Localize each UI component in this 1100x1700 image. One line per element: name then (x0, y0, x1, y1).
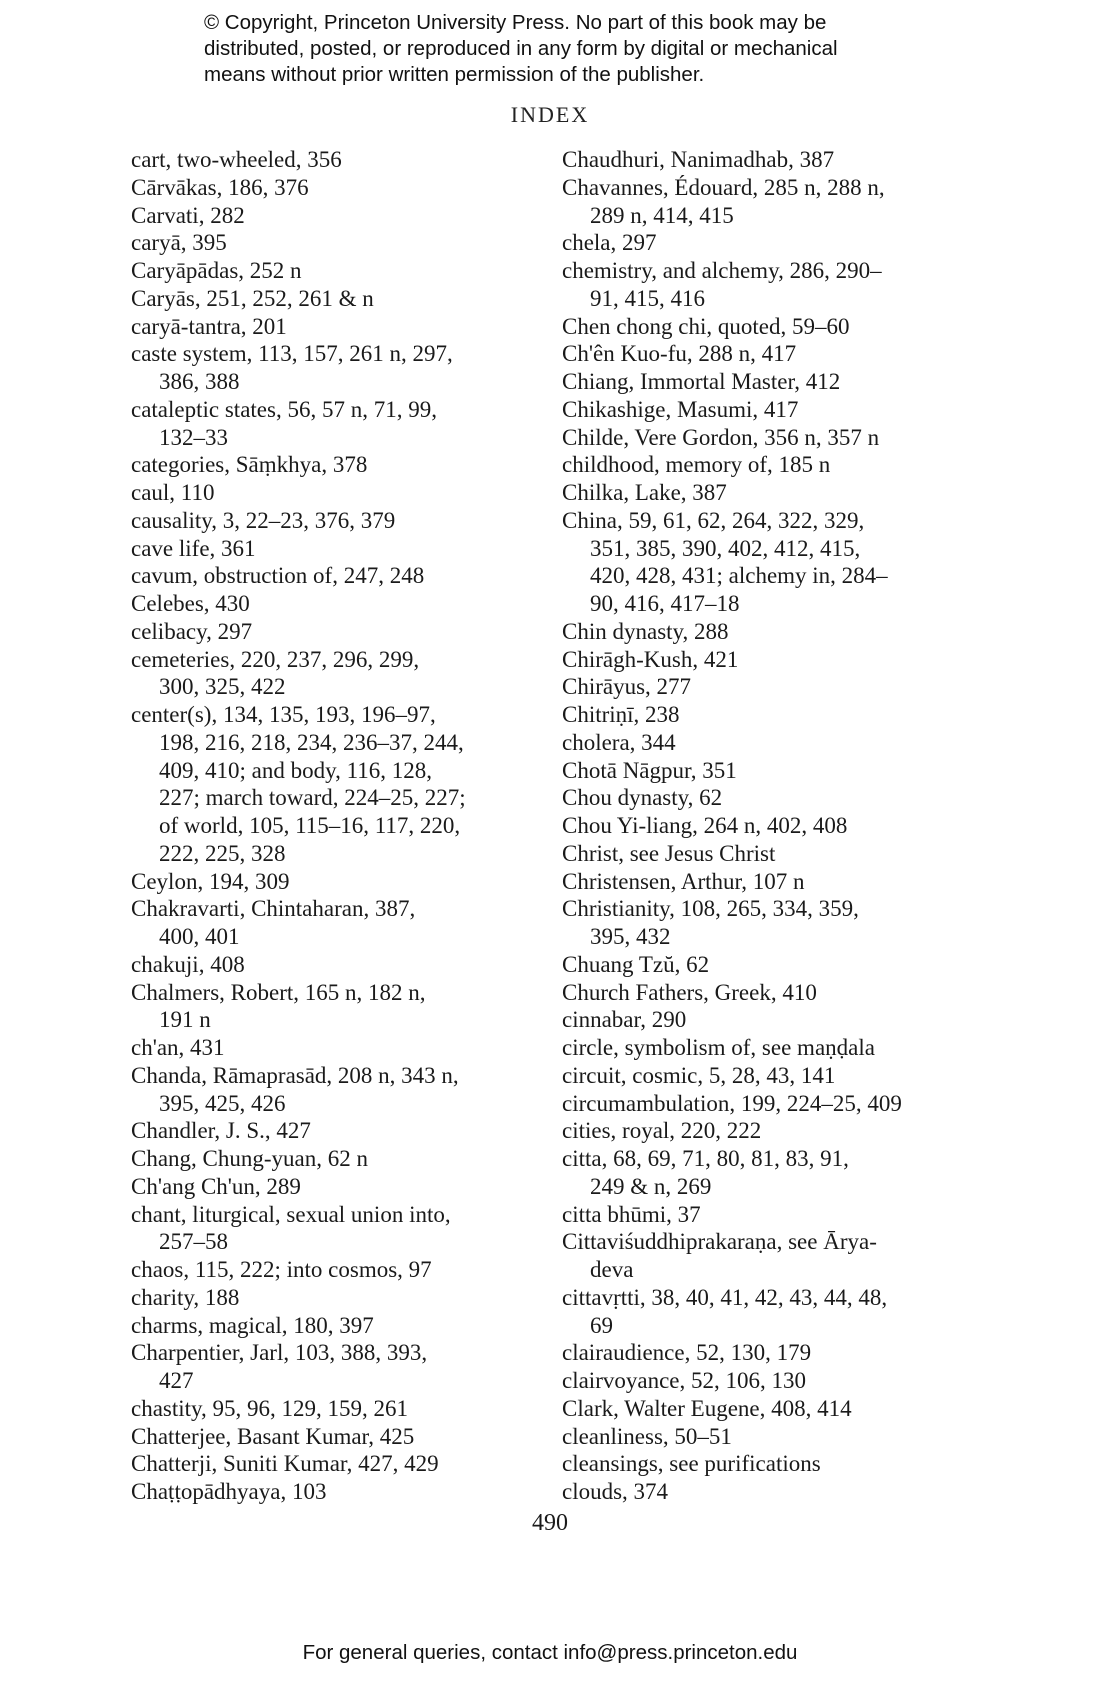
index-entry-line: Chiang, Immortal Master, 412 (562, 369, 841, 394)
copyright-line: © Copyright, Princeton University Press. No part of this book may be (204, 11, 827, 34)
index-entry-line: Chavannes, Édouard, 285 n, 288 n, (562, 174, 885, 200)
index-entry (131, 868, 571, 896)
index-entry-line: Chen chong chi, quoted, 59–60 (562, 313, 850, 339)
index-entry-line: caryā, 395 (131, 230, 227, 256)
index-entry (562, 729, 982, 757)
index-entry-line: Chuang Tzŭ, 62 (562, 951, 710, 977)
index-entry (131, 479, 571, 507)
index-entry-line: Celebes, 430 (131, 591, 250, 616)
index-entry (131, 1478, 571, 1506)
index-entry (131, 1062, 571, 1118)
index-entry (562, 507, 982, 618)
index-entry (562, 1339, 982, 1367)
index-entry (562, 1006, 982, 1034)
index-entry (131, 701, 571, 868)
index-entry-line: Cārvākas, 186, 376 (131, 174, 309, 200)
index-entry-line: Cittaviśuddhiprakaraṇa, see Ārya- (562, 1229, 877, 1255)
index-entry (131, 646, 571, 702)
index-entry (562, 840, 982, 868)
index-entry-line: clouds, 374 (562, 1479, 669, 1504)
index-entry-line: chaos, 115, 222; into cosmos, 97 (131, 1257, 432, 1282)
index-entry (131, 1339, 571, 1395)
index-entry-line: Christ, see Jesus Christ (562, 840, 776, 866)
index-entry-line: cave life, 361 (131, 535, 256, 561)
index-entry (562, 1367, 982, 1395)
index-entry (131, 1450, 571, 1478)
index-entry-line: Carvati, 282 (131, 202, 245, 228)
index-entry (562, 257, 982, 313)
index-entry (562, 174, 982, 230)
index-entry (562, 951, 982, 979)
index-entry-line: citta bhūmi, 37 (562, 1201, 701, 1227)
index-column-right (562, 146, 982, 1506)
page-number: 490 (532, 1510, 568, 1536)
index-entry (131, 451, 571, 479)
index-entry (131, 1423, 571, 1451)
index-entry (562, 1201, 982, 1229)
index-entry-continuation: 191 n (159, 1007, 211, 1033)
index-entry (131, 951, 571, 979)
index-entry-line: Chirāgh-Kush, 421 (562, 646, 739, 672)
index-entry (131, 618, 571, 646)
index-entry-continuation: 400, 401 (159, 924, 240, 949)
index-entry-line: China, 59, 61, 62, 264, 322, 329, (562, 507, 865, 533)
index-entry (562, 1423, 982, 1451)
index-entry (562, 368, 982, 396)
index-entry (562, 479, 982, 507)
index-entry (562, 313, 982, 341)
index-entry (131, 313, 571, 341)
index-entry-line: Clark, Walter Eugene, 408, 414 (562, 1395, 852, 1421)
index-entry-continuation: 351, 385, 390, 402, 412, 415, (590, 535, 861, 561)
index-entry-line: Ch'ang Ch'un, 289 (131, 1173, 301, 1199)
index-entry-line: Chin dynasty, 288 (562, 618, 729, 644)
index-entry-line: caste system, 113, 157, 261 n, 297, (131, 341, 453, 367)
index-entry (562, 396, 982, 424)
index-entry-continuation: of world, 105, 115–16, 117, 220, (159, 813, 461, 838)
index-entry (131, 507, 571, 535)
index-entry-line: Chilka, Lake, 387 (562, 480, 727, 505)
index-entry (562, 646, 982, 674)
index-entry-line: Chandler, J. S., 427 (131, 1118, 311, 1144)
index-entry-line: chemistry, and alchemy, 286, 290– (562, 258, 882, 283)
index-entry-line: clairvoyance, 52, 106, 130 (562, 1368, 806, 1393)
index-entry-line: Chatterji, Suniti Kumar, 427, 429 (131, 1451, 439, 1477)
index-entry-continuation: 395, 425, 426 (159, 1090, 286, 1116)
copyright-line: means without prior written permission of the publisher. (204, 63, 705, 86)
index-entry-continuation: 420, 428, 431; alchemy in, 284– (590, 563, 888, 589)
index-entry-continuation: 132–33 (159, 424, 228, 450)
index-heading: INDEX (510, 102, 590, 127)
index-entry-line: Chitriṇī, 238 (562, 702, 680, 727)
index-entry-line: chakuji, 408 (131, 951, 245, 977)
index-entry (562, 895, 982, 951)
index-entry (562, 1395, 982, 1423)
index-entry (562, 1117, 982, 1145)
index-entry-continuation: 257–58 (159, 1229, 228, 1255)
index-entry-line: Christianity, 108, 265, 334, 359, (562, 896, 859, 922)
copyright-line: distributed, posted, or reproduced in any form by digital or mechanical (204, 37, 838, 60)
index-entry-line: cart, two-wheeled, 356 (131, 147, 342, 172)
index-entry-line: Chaṭṭopādhyaya, 103 (131, 1479, 327, 1504)
index-entry-line: citta, 68, 69, 71, 80, 81, 83, 91, (562, 1146, 849, 1171)
index-entry-line: clairaudience, 52, 130, 179 (562, 1340, 812, 1366)
index-entry-line: circle, symbolism of, see maṇḍala (562, 1035, 875, 1060)
index-entry-line: Christensen, Arthur, 107 n (562, 868, 805, 894)
index-entry (131, 146, 571, 174)
index-entry-line: charms, magical, 180, 397 (131, 1312, 374, 1338)
index-entry-line: cataleptic states, 56, 57 n, 71, 99, (131, 396, 437, 422)
index-entry (562, 451, 982, 479)
index-entry-continuation: deva (590, 1257, 634, 1282)
index-entry-line: cemeteries, 220, 237, 296, 299, (131, 646, 420, 672)
index-entry (562, 146, 982, 174)
index-entry (131, 979, 571, 1035)
index-entry (131, 1201, 571, 1257)
index-entry-line: Chikashige, Masumi, 417 (562, 396, 799, 422)
index-entry (562, 1478, 982, 1506)
footer-contact: For general queries, contact info@press.princeton.edu (302, 1641, 798, 1664)
index-entry (562, 757, 982, 785)
index-entry-line: Chirāyus, 277 (562, 674, 692, 700)
index-entry (131, 1284, 571, 1312)
index-entry (562, 1450, 982, 1478)
index-entry-line: Chanda, Rāmaprasād, 208 n, 343 n, (131, 1062, 459, 1088)
index-entry-continuation: 409, 410; and body, 116, 128, (159, 757, 433, 783)
index-entry-line: cavum, obstruction of, 247, 248 (131, 563, 425, 589)
index-entry (131, 562, 571, 590)
index-entry-line: categories, Sāṃkhya, 378 (131, 452, 368, 478)
index-entry (562, 1145, 982, 1201)
index-entry-continuation: 198, 216, 218, 234, 236–37, 244, (159, 729, 464, 755)
index-entry-line: chela, 297 (562, 230, 657, 256)
index-entry-line: Church Fathers, Greek, 410 (562, 979, 817, 1005)
index-entry-line: Chou Yi-liang, 264 n, 402, 408 (562, 813, 848, 838)
index-entry (562, 1062, 982, 1090)
index-entry (562, 673, 982, 701)
index-entry (131, 1145, 571, 1173)
index-entry (131, 285, 571, 313)
index-entry-continuation: 91, 415, 416 (590, 285, 705, 311)
index-entry (131, 1034, 571, 1062)
index-entry (562, 1034, 982, 1062)
index-entry (562, 229, 982, 257)
index-entry-line: childhood, memory of, 185 n (562, 452, 831, 478)
index-entry-line: chastity, 95, 96, 129, 159, 261 (131, 1395, 409, 1421)
index-entry (562, 1284, 982, 1340)
index-entry (562, 424, 982, 452)
index-entry-line: cities, royal, 220, 222 (562, 1118, 762, 1144)
index-entry-line: Ceylon, 194, 309 (131, 868, 290, 894)
index-entry-continuation: 300, 325, 422 (159, 674, 286, 700)
index-entry-line: circumambulation, 199, 224–25, 409 (562, 1090, 902, 1116)
index-entry-line: cholera, 344 (562, 729, 676, 755)
index-column-left (131, 146, 571, 1506)
index-entry (131, 895, 571, 951)
index-entry (131, 1117, 571, 1145)
index-entry-line: Ch'ên Kuo-fu, 288 n, 417 (562, 341, 797, 367)
index-entry (562, 618, 982, 646)
index-entry-continuation: 69 (590, 1312, 613, 1338)
index-entry-line: cinnabar, 290 (562, 1007, 687, 1033)
index-entry-line: charity, 188 (131, 1284, 240, 1310)
index-entry-line: chant, liturgical, sexual union into, (131, 1201, 451, 1227)
index-entry-line: Chalmers, Robert, 165 n, 182 n, (131, 979, 426, 1005)
index-entry (131, 396, 571, 452)
index-entry (131, 257, 571, 285)
index-entry-line: ch'an, 431 (131, 1035, 225, 1060)
index-entry-line: Chaudhuri, Nanimadhab, 387 (562, 147, 835, 172)
index-entry (562, 340, 982, 368)
index-entry-line: Caryās, 251, 252, 261 & n (131, 285, 374, 311)
index-entry-line: Chang, Chung-yuan, 62 n (131, 1146, 369, 1171)
index-entry-line: Chotā Nāgpur, 351 (562, 757, 737, 783)
index-entry (562, 784, 982, 812)
index-entry-line: Chatterjee, Basant Kumar, 425 (131, 1423, 415, 1449)
index-entry-line: causality, 3, 22–23, 376, 379 (131, 507, 396, 533)
index-entry-line: circuit, cosmic, 5, 28, 43, 141 (562, 1062, 836, 1088)
index-entry-line: cleanliness, 50–51 (562, 1423, 732, 1449)
index-entry-line: Chou dynasty, 62 (562, 785, 723, 811)
copyright-notice (204, 10, 984, 88)
index-entry (131, 340, 571, 396)
index-entry-line: Childe, Vere Gordon, 356 n, 357 n (562, 424, 880, 450)
index-entry-line: celibacy, 297 (131, 618, 253, 644)
index-entry-line: Caryāpādas, 252 n (131, 258, 302, 283)
index-entry (131, 1312, 571, 1340)
index-entry (562, 868, 982, 896)
index-entry (131, 229, 571, 257)
index-entry-line: Chakravarti, Chintaharan, 387, (131, 896, 416, 922)
index-entry-line: center(s), 134, 135, 193, 196–97, (131, 702, 436, 727)
index-entry-continuation: 249 & n, 269 (590, 1173, 712, 1199)
index-entry (131, 174, 571, 202)
index-entry-line: caryā-tantra, 201 (131, 313, 287, 339)
index-entry-continuation: 386, 388 (159, 369, 240, 394)
index-entry-continuation: 289 n, 414, 415 (590, 202, 734, 228)
index-entry-line: cittavṛtti, 38, 40, 41, 42, 43, 44, 48, (562, 1284, 888, 1310)
index-entry (562, 1228, 982, 1284)
index-entry-continuation: 427 (159, 1368, 194, 1393)
index-entry (131, 1395, 571, 1423)
index-entry (131, 590, 571, 618)
index-entry (562, 701, 982, 729)
index-entry-line: Charpentier, Jarl, 103, 388, 393, (131, 1340, 428, 1366)
index-entry-line: caul, 110 (131, 480, 215, 505)
index-entry (562, 1090, 982, 1118)
index-entry (131, 1256, 571, 1284)
index-entry (131, 1173, 571, 1201)
index-entry-continuation: 222, 225, 328 (159, 840, 286, 866)
index-entry-continuation: 227; march toward, 224–25, 227; (159, 785, 466, 811)
index-entry (131, 535, 571, 563)
index-entry (562, 812, 982, 840)
index-entry (131, 202, 571, 230)
index-entry-continuation: 90, 416, 417–18 (590, 591, 740, 616)
index-entry (562, 979, 982, 1007)
index-entry-line: cleansings, see purifications (562, 1451, 821, 1477)
index-entry-continuation: 395, 432 (590, 924, 671, 949)
